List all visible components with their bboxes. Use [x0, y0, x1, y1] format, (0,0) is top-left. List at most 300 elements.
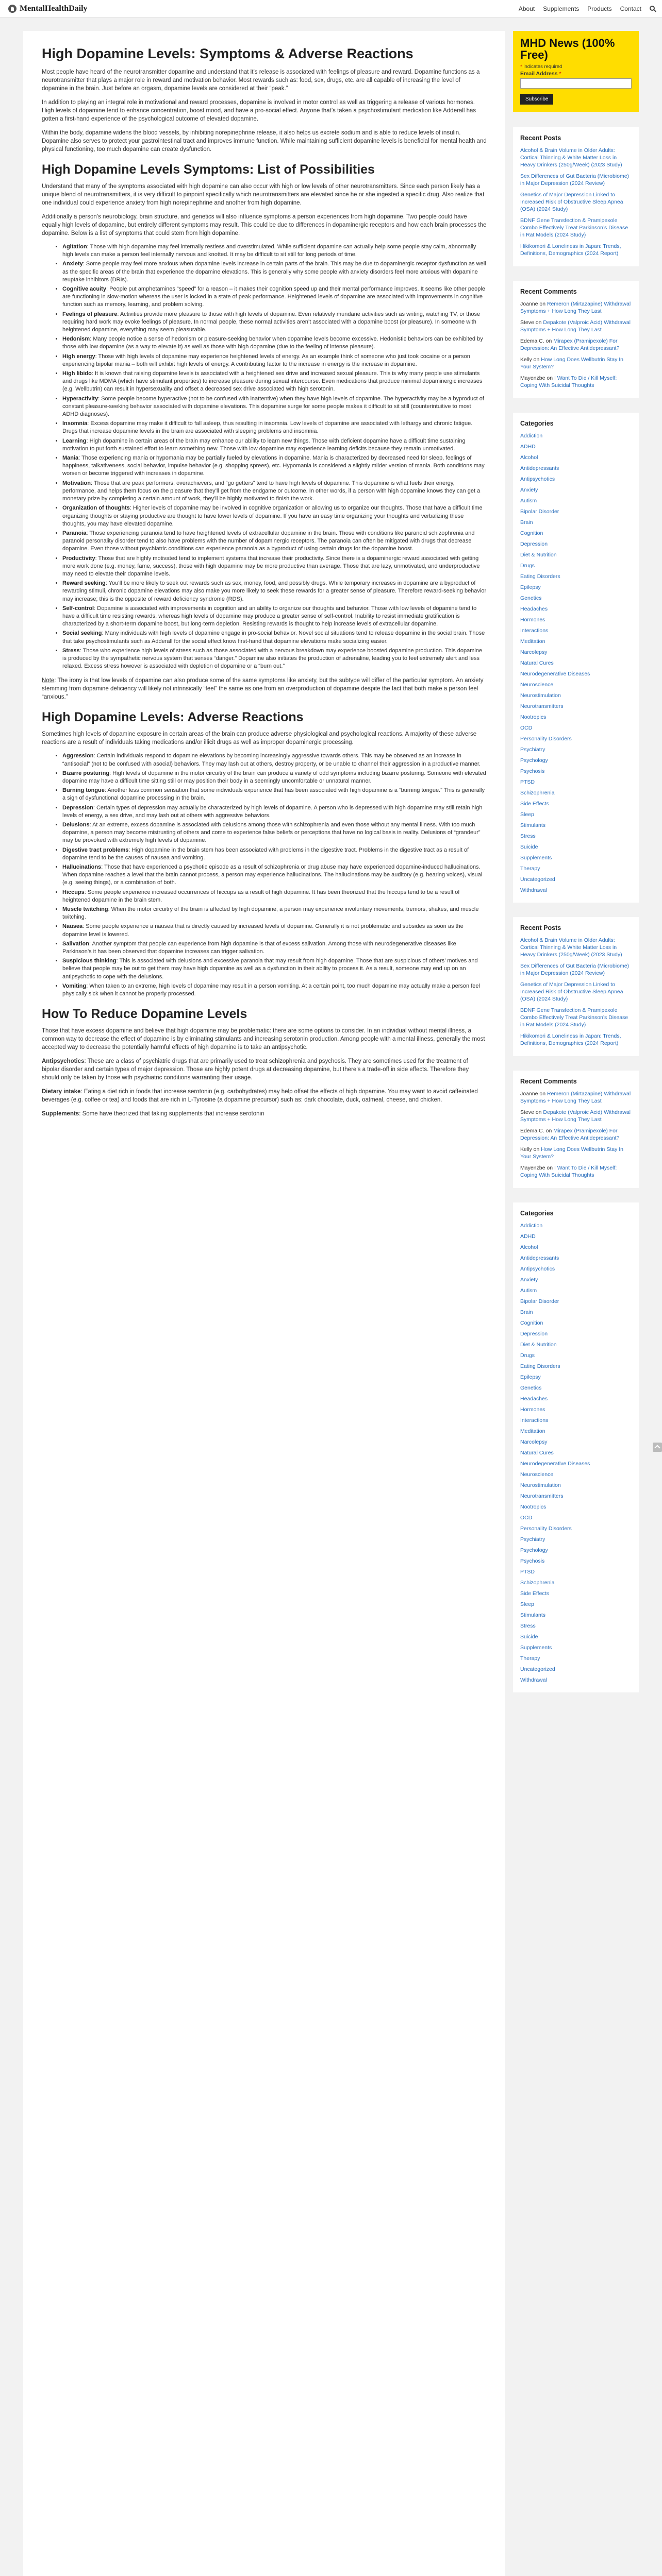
- item-term: Muscle twitching: [62, 906, 108, 913]
- recent-posts-widget-2: [513, 917, 639, 1056]
- category-link[interactable]: ADHD: [520, 443, 536, 450]
- category-link[interactable]: Meditation: [520, 1428, 545, 1434]
- category-link[interactable]: Neuroscience: [520, 681, 554, 688]
- category-link[interactable]: Psychology: [520, 1547, 548, 1553]
- category-link[interactable]: Stimulants: [520, 822, 546, 828]
- nav-supplements[interactable]: Supplements: [543, 5, 580, 12]
- category-item: [520, 605, 632, 613]
- item-term: High energy: [62, 353, 95, 360]
- category-link[interactable]: Genetics: [520, 595, 542, 601]
- category-link[interactable]: Brain: [520, 519, 533, 526]
- item-term: Paranoia: [62, 530, 87, 536]
- recent-post-item: [520, 243, 632, 257]
- category-link[interactable]: Personality Disorders: [520, 1525, 572, 1532]
- item-text: : Some have theorized that taking supplements that increase serotonin: [79, 1111, 264, 1117]
- category-link[interactable]: Depression: [520, 1330, 548, 1337]
- category-link[interactable]: Schizophrenia: [520, 789, 555, 796]
- comment-author: Joanne on: [520, 300, 546, 307]
- category-item: [520, 670, 632, 677]
- top-navigation-bar: [0, 0, 662, 18]
- subscribe-button[interactable]: Subscribe: [520, 94, 553, 105]
- list-item: • Burning tongue: Another less common sensation that some individuals experience that has been associated with high dopamine is a “burning tongue.” This is generally a sign of dysfunctional dopamine processing in the brain.: [62, 787, 487, 802]
- list-item: • Muscle twitching: When the motor circuitry of the brain is affected by high dopamine, a person may experience involuntary movements, tremors, shakes, and muscle twitching.: [62, 906, 487, 921]
- category-link[interactable]: PTSD: [520, 1568, 535, 1575]
- adverse-intro: Sometimes high levels of dopamine exposure in certain areas of the brain can produce adverse physiological and psychological reactions. A majority of these adverse reactions are a result of individuals taking medications and/or illicit drugs as well as improper dopaminergic processing.: [42, 731, 477, 746]
- item-term: Self-control: [62, 605, 94, 612]
- list-item: • Bizarre posturing: High levels of dopamine in the motor circuitry of the brain can produce a variety of odd symptoms including bizarre posturing. Someone with elevated dopamine may have a difficult time sitting still or may position their body in a seemingly uncomfortable or unnatural manner.: [62, 770, 487, 785]
- required-note: * indicates required: [520, 64, 562, 70]
- category-link[interactable]: Sleep: [520, 1601, 534, 1607]
- item-text: Some people become hyperactive (not to be confused with inattentive) when they have high levels of dopamine. The hyperactivity may be a byproduct of constant pleasure-seeking behavior associated with dopamine elevations. This dopamine surge for some people makes it difficult to sit still (counterintuitive to most ADHD diagnoses).: [62, 395, 484, 418]
- list-item: • Insomnia: Excess dopamine may make it difficult to fall asleep, thus resulting in insomnia. Low levels of dopamine are associated with lethargy and chronic fatigue. Drugs that increase dopamine levels in the brain are associated with sleeping problems and insomnia.: [62, 420, 487, 435]
- item-term: Organization of thoughts: [62, 505, 130, 512]
- category-item: [520, 519, 632, 526]
- recent-post-item: [520, 217, 632, 239]
- categories-widget: [513, 413, 639, 903]
- category-link[interactable]: Narcolepsy: [520, 1438, 548, 1445]
- item-term: Vomiting: [62, 982, 87, 989]
- category-item: [520, 1612, 632, 1619]
- recent-comments-title: Recent Comments: [520, 1077, 577, 1085]
- symptoms-list: [62, 243, 487, 670]
- recent-post-link[interactable]: Alcohol & Brain Volume in Older Adults: Cortical Thinning & White Matter Loss in Heavy Drinkers (250g/Week) (2023 Study): [520, 147, 622, 168]
- category-item: [520, 789, 632, 796]
- category-link[interactable]: Diet & Nutrition: [520, 551, 557, 558]
- category-item: [520, 595, 632, 602]
- category-link[interactable]: Autism: [520, 1287, 537, 1294]
- category-item: [520, 1514, 632, 1521]
- comment-post-link[interactable]: How Long Does Wellbutrin Stay In Your System?: [520, 1146, 624, 1160]
- category-link[interactable]: Psychosis: [520, 1557, 545, 1564]
- search-icon[interactable]: [650, 6, 655, 11]
- recent-comment-item: [520, 375, 632, 389]
- category-link[interactable]: Addiction: [520, 432, 543, 439]
- category-link[interactable]: Meditation: [520, 638, 545, 645]
- recent-post-link[interactable]: Hikikomori & Loneliness in Japan: Trends, Definitions, Demographics (2024 Report): [520, 1032, 621, 1046]
- site-name: MentalHealthDaily: [20, 4, 88, 13]
- item-text: At an extreme, excess dopamine is associated with delusions among those with schizophrenia and even those without any mental illness. With too much dopamine, a person may become mistrusting of others and come to experience false beliefs or perceptions that have no logical basis in reality. Delusions of “grandeur” may be provoked with extremely high levels of dopamine.: [62, 821, 481, 844]
- category-link[interactable]: Diet & Nutrition: [520, 1341, 557, 1348]
- recent-posts-list: [520, 937, 632, 1047]
- category-item: [520, 1330, 632, 1337]
- item-text: Another symptom that people can experience from high dopamine is that of excess salivation. Among those with neurodegenerative diseases like Parkinson’s it has been observed that dopamine increases can trigger salivation.: [62, 940, 456, 955]
- category-item: [520, 1319, 632, 1327]
- item-text: Higher levels of dopamine may be involved in cognitive organization or allowing us to organize our thoughts. Those that have a difficult time organizing thoughts or staying productive are thought to have lower levels of dopamine. If you have an easy time organizing your thoughts and verbalizing these thoughts, you may have elevated dopamine.: [62, 505, 483, 527]
- category-link[interactable]: Brain: [520, 1309, 533, 1315]
- recent-posts-widget: [513, 127, 639, 266]
- item-term: Insomnia: [62, 420, 88, 427]
- comment-author: Edema C. on: [520, 337, 552, 344]
- category-item: [520, 1644, 632, 1651]
- category-link[interactable]: Natural Cures: [520, 1449, 554, 1456]
- recent-comments-widget-2: [513, 1071, 639, 1188]
- item-term: Mania: [62, 455, 79, 462]
- intro-paragraph: Most people have heard of the neurotransmitter dopamine and understand that it’s release is associated with feelings of pleasure and reward. Dopamine functions as a neurotransmitter that plays a major role in reward and motivation behavior. Most rewards such as: food, sex, drugs, etc. are all capable of increasing the level of dopamine in the brain. Just before an orgasm, dopamine levels are considered at their “peak.”: [42, 69, 480, 92]
- item-text: This is associated with delusions and excessive paranoia that may result from high dopamine. Those that are suspicious of others’ motives and believe that people may be out to get them may have high dopamine as well as a dysfunction in their ability to process it. As a result, someone may end up on an antipsychotic to cope with the delusions.: [62, 958, 478, 980]
- item-text: Those with high levels of dopamine may experience heightened levels of energy. As an example think of someone who just took cocaine or a person experiencing bipolar mania – both will exhibit high levels of energy. A contributing factor to the increase in energy is the increase in dopamine.: [62, 353, 470, 367]
- comment-post-link[interactable]: Mirapex (Pramipexole) For Depression: An Effective Antidepressant?: [520, 337, 620, 351]
- category-item: [520, 454, 632, 461]
- category-link[interactable]: Headaches: [520, 1395, 548, 1402]
- item-text: Those experiencing mania or hypomania may be partially fueled by elevations in dopamine. Mania is characterized by decreased need for sleep, feelings of happiness, talkativeness, social behavior, impulse behavior (e.g. shopping sprees), etc. Hypomania is considered a slightly milder version of mania. Both conditions may worsen or become triggered with increases in dopamine.: [62, 455, 485, 477]
- comment-post-link[interactable]: How Long Does Wellbutrin Stay In Your System?: [520, 356, 624, 370]
- category-item: [520, 1341, 632, 1348]
- list-item: • Mania: Those experiencing mania or hypomania may be partially fueled by elevations in dopamine. Mania is characterized by decreased need for sleep, feelings of happiness, talkativeness, social behavior, impulse behavior (e.g. shopping sprees), etc. Hypomania is considered a slightly milder version of mania. Both conditions may worsen or become triggered with increases in dopamine.: [62, 454, 487, 478]
- scroll-to-top-button[interactable]: [653, 1443, 662, 1452]
- category-item: [520, 887, 632, 894]
- category-link[interactable]: Side Effects: [520, 1590, 549, 1597]
- category-link[interactable]: Drugs: [520, 1352, 535, 1359]
- comment-post-link[interactable]: Mirapex (Pramipexole) For Depression: An Effective Antidepressant?: [520, 1127, 620, 1141]
- sidebar: [513, 31, 639, 1707]
- category-link[interactable]: Neurodegenerative Diseases: [520, 1460, 590, 1467]
- recent-post-item: [520, 173, 632, 187]
- item-term: High libido: [62, 370, 92, 377]
- recent-posts-title: Recent Posts: [520, 924, 561, 931]
- category-link[interactable]: Addiction: [520, 1222, 543, 1229]
- nav-products[interactable]: Products: [587, 5, 612, 12]
- category-link[interactable]: Stimulants: [520, 1612, 546, 1618]
- list-item: • High energy: Those with high levels of dopamine may experience heightened levels of energy. As an example think of someone who just took cocaine or a person experiencing bipolar mania – both will exhibit high levels of energy. A contributing factor to the increase in energy is the increase in dopamine.: [62, 353, 487, 368]
- list-item: • Cognitive acuity: People put amphetamines “speed” for a reason – it makes their cognition speed up and their mental performance improves. It seems like other people are functioning in slow-motion whereas the user is locked in a state of peak performance. Heightened levels of dopamine are associated with improvements in cognitive function such as memory, learning, and problem solving.: [62, 285, 487, 309]
- list-item: • Hyperactivity: Some people become hyperactive (not to be confused with inattentive) when they have high levels of dopamine. The hyperactivity may be a byproduct of constant pleasure-seeking behavior associated with dopamine elevations. This dopamine surge for some people makes it difficult to sit still (counterintuitive to most ADHD diagnoses).: [62, 395, 487, 419]
- category-link[interactable]: Stress: [520, 1622, 536, 1629]
- recent-comment-item: [520, 319, 632, 333]
- category-link[interactable]: Therapy: [520, 865, 540, 872]
- item-text: High dopamine in certain areas of the brain may enhance our ability to learn new things. Those with deficient dopamine have a difficult time sustaining motivation to put forth sustained effort to learn something new. Those with low dopamine may experience learning deficits because they remain unmotivated.: [62, 437, 466, 452]
- category-link[interactable]: Neurostimulation: [520, 692, 561, 699]
- recent-comment-item: [520, 1109, 632, 1123]
- category-item: [520, 1655, 632, 1662]
- category-link[interactable]: Eating Disorders: [520, 573, 560, 580]
- item-term: Learning: [62, 437, 87, 444]
- recent-post-link[interactable]: Genetics of Major Depression Linked to Increased Risk of Obstructive Sleep Apnea (OSA) (2024 Study): [520, 191, 623, 212]
- item-term: Stress: [62, 647, 80, 654]
- list-item: • Learning: High dopamine in certain areas of the brain may enhance our ability to learn new things. Those with deficient dopamine have a difficult time sustaining motivation to put forth sustained effort to learn something new. Those with low dopamine may experience learning deficits because they remain unmotivated.: [62, 437, 487, 453]
- category-item: [520, 1666, 632, 1673]
- category-link[interactable]: Narcolepsy: [520, 649, 548, 655]
- category-link[interactable]: Autism: [520, 497, 537, 504]
- category-item: [520, 1352, 632, 1359]
- category-item: [520, 573, 632, 580]
- email-field[interactable]: [520, 78, 632, 89]
- recent-post-link[interactable]: BDNF Gene Transfection & Pramipexole Combo Effectively Treat Parkinson’s Disease in Rat Models (2024 Study): [520, 217, 628, 238]
- item-text: Some people may feel more anxious when dopamine levels increase in certain parts of the brain. This may be due to dopaminergic receptor dysfunction as well as the specific areas of the brain that experience the dopamine elevations. This is generally why some people with anxiety disorders feel more anxious with dopamine reuptake inhibitors (DRIs).: [62, 261, 486, 283]
- categories-title: Categories: [520, 1209, 554, 1217]
- category-item: [520, 497, 632, 504]
- category-item: [520, 1449, 632, 1456]
- category-item: [520, 1536, 632, 1543]
- recent-comments-widget: [513, 281, 639, 398]
- category-link[interactable]: Withdrawal: [520, 887, 547, 893]
- category-link[interactable]: Neurotransmitters: [520, 1493, 564, 1499]
- category-item: [520, 1233, 632, 1240]
- category-link[interactable]: Epilepsy: [520, 1374, 541, 1380]
- categories-list: [520, 432, 632, 894]
- list-item: • Motivation: Those that are peak performers, overachievers, and “go getters” tend to have high levels of dopamine. This dopamine is what fuels their energy, performance, and helps them focus on the pleasure that they’ll get from the endgame or outcome. In other words, if a person with high dopamine knows they can get a monetary prize by completing a certain amount of work, they’ll be highly motivated to finish the work.: [62, 480, 487, 503]
- comment-post-link[interactable]: I Want To Die / Kill Myself: Coping With Suicidal Thoughts: [520, 375, 617, 388]
- item-text: High levels of dopamine in the motor circuitry of the brain can produce a variety of odd symptoms including bizarre posturing. Someone with elevated dopamine may have a difficult time sitting still or may position their body in a seemingly uncomfortable or unnatural manner.: [62, 770, 486, 784]
- category-link[interactable]: Interactions: [520, 1417, 549, 1423]
- category-item: [520, 1579, 632, 1586]
- symptoms-intro: [42, 182, 487, 238]
- category-link[interactable]: Neurostimulation: [520, 1482, 561, 1488]
- reduce-item: [42, 1088, 487, 1104]
- list-item: • Hiccups: Some people experience increased occurrences of hiccups as a result of high dopamine. It has been theorized that the hiccups tend to be a result of heightened dopamine in the brain stem.: [62, 889, 487, 904]
- list-item: • Nausea: Some people experience a nausea that is directly caused by increased levels of dopamine. Generally it is not problematic and subsides as soon as the dopamine level is lowered.: [62, 923, 487, 938]
- category-item: [520, 659, 632, 667]
- category-item: [520, 865, 632, 872]
- category-item: [520, 1244, 632, 1251]
- category-link[interactable]: Neuroscience: [520, 1471, 554, 1478]
- category-item: [520, 1276, 632, 1283]
- item-text: Those that are peak performers, overachievers, and “go getters” tend to have high levels of dopamine. This dopamine is what fuels their energy, performance, and helps them focus on the pleasure that they’ll get from the endgame or outcome. In other words, if a person with high dopamine knows they can get a monetary prize by completing a certain amount of work, they’ll be highly motivated to finish the work.: [62, 480, 481, 502]
- recent-post-item: [520, 1007, 632, 1028]
- category-link[interactable]: Schizophrenia: [520, 1579, 555, 1586]
- category-link[interactable]: OCD: [520, 724, 533, 731]
- category-link[interactable]: Interactions: [520, 627, 549, 634]
- category-link[interactable]: Eating Disorders: [520, 1363, 560, 1369]
- category-item: [520, 1590, 632, 1597]
- category-link[interactable]: Nootropics: [520, 714, 547, 720]
- category-item: [520, 627, 632, 634]
- list-item: • Digestive tract problems: High dopamine in the brain stem has been associated with problems in the digestive tract. Problems in the digestive tract as a result of dopamine tend to be the causes of nausea and vomiting.: [62, 846, 487, 862]
- item-term: Nausea: [62, 923, 83, 930]
- item-term: Anxiety: [62, 261, 83, 267]
- item-text: Some people experience a nausea that is directly caused by increased levels of dopamine. Generally it is not problematic and subsides as soon as the dopamine level is lowered.: [62, 923, 464, 938]
- category-item: [520, 562, 632, 569]
- category-item: [520, 1493, 632, 1500]
- category-item: [520, 1222, 632, 1229]
- category-link[interactable]: Psychosis: [520, 768, 545, 774]
- item-text: Those that have experienced a psychotic episode as a result of schizophrenia or drug abuse may have experienced dopamine-induced hallucinations. When dopamine reaches a level that the brain cannot process, a person may experience hallucinations. The hallucinations may be auditory (e.g. hearing voices), visual (e.g. seeing things), or a combination of both.: [62, 864, 483, 886]
- item-term: Digestive tract problems: [62, 846, 129, 853]
- category-link[interactable]: Genetics: [520, 1384, 542, 1391]
- comment-author: Steve on: [520, 1109, 542, 1115]
- intro-paragraph: Within the body, dopamine widens the blood vessels, by inhibiting norepinephrine release, it also helps us excrete sodium and is able to reduce levels of insulin. Dopamine also serves to protect your gastrointestinal tract and improves immune function. While maintaining sufficient dopamine levels is beneficial for mental health and physical functioning, too much dopamine can create dysfunction.: [42, 130, 487, 152]
- category-link[interactable]: Side Effects: [520, 800, 549, 807]
- category-link[interactable]: Alcohol: [520, 454, 538, 461]
- category-link[interactable]: OCD: [520, 1514, 533, 1521]
- category-link[interactable]: Epilepsy: [520, 584, 541, 590]
- category-link[interactable]: Depression: [520, 540, 548, 547]
- category-item: [520, 746, 632, 753]
- item-term: Hiccups: [62, 889, 85, 895]
- category-item: [520, 692, 632, 699]
- category-item: [520, 530, 632, 537]
- category-link[interactable]: Stress: [520, 833, 536, 839]
- category-link[interactable]: Neurodegenerative Diseases: [520, 670, 590, 677]
- comment-post-link[interactable]: Depakote (Valproic Acid) Withdrawal Symptoms + How Long They Last: [520, 1109, 631, 1123]
- item-term: Suspicious thinking: [62, 958, 117, 964]
- category-item: [520, 1384, 632, 1392]
- site-logo[interactable]: [8, 4, 88, 13]
- category-link[interactable]: Headaches: [520, 605, 548, 612]
- category-item: [520, 1557, 632, 1565]
- category-link[interactable]: Therapy: [520, 1655, 540, 1662]
- comment-author: Kelly on: [520, 356, 540, 363]
- category-link[interactable]: Cognition: [520, 530, 543, 536]
- category-link[interactable]: Nootropics: [520, 1503, 547, 1510]
- recent-post-link[interactable]: Genetics of Major Depression Linked to Increased Risk of Obstructive Sleep Apnea (OSA) (2024 Study): [520, 981, 623, 1002]
- item-text: Some people experience increased occurrences of hiccups as a result of high dopamine. It has been theorized that the hiccups tend to be a result of heightened dopamine in the brain stem.: [62, 889, 460, 903]
- comment-post-link[interactable]: Depakote (Valproic Acid) Withdrawal Symptoms + How Long They Last: [520, 319, 631, 333]
- category-link[interactable]: Neurotransmitters: [520, 703, 564, 709]
- list-item: • Organization of thoughts: Higher levels of dopamine may be involved in cognitive organization or allowing us to organize our thoughts. Those that have a difficult time organizing thoughts or staying productive are thought to have lower levels of dopamine. If you have an easy time organizing your thoughts and verbalizing these thoughts, you may have elevated dopamine.: [62, 504, 487, 528]
- item-text: : These are a class of psychiatric drugs that are primarily used to treat schizophrenia and psychosis. They are sometimes used for the treatment of bipolar disorder and certain types of major depression. Those are highly potent drugs at decreasing dopamine, but there’s a trade-off in side effects. Therefore they should only be taken by those with psychiatric conditions warranting their usage.: [42, 1058, 469, 1081]
- category-link[interactable]: Supplements: [520, 1644, 552, 1651]
- main-nav: [519, 5, 655, 12]
- category-link[interactable]: PTSD: [520, 778, 535, 785]
- category-item: [520, 1633, 632, 1640]
- category-link[interactable]: Antidepressants: [520, 1255, 559, 1261]
- category-link[interactable]: Psychology: [520, 757, 548, 764]
- item-text: Excess dopamine may make it difficult to fall asleep, thus resulting in insomnia. Low levels of dopamine are associated with lethargy and chronic fatigue. Drugs that increase dopamine levels in the brain are associated with sleeping problems and insomnia.: [62, 420, 473, 435]
- category-item: [520, 616, 632, 623]
- item-text: Another less common sensation that some individuals experience that has been associated with high dopamine is a “burning tongue.” This is generally a sign of dysfunctional dopamine processing in the brain.: [62, 787, 485, 802]
- category-item: [520, 1460, 632, 1467]
- category-link[interactable]: Psychiatry: [520, 746, 545, 753]
- category-link[interactable]: Cognition: [520, 1319, 543, 1326]
- item-text: : Eating a diet rich in foods that increase serotonin (e.g. carbohydrates) may help offset the effects of high dopamine. You may want to avoid caffeinated beverages (e.g. coffee or tea) and foods that are rich in L-Tyrosine (a dopamine precursor) such as: dark chocolate, duck, oatmeal, cheese, and chicken.: [42, 1089, 478, 1104]
- category-item: [520, 432, 632, 439]
- category-link[interactable]: Uncategorized: [520, 1666, 555, 1672]
- category-item: [520, 833, 632, 840]
- item-term: Delusions: [62, 821, 90, 828]
- nav-about[interactable]: About: [518, 5, 535, 12]
- category-item: [520, 508, 632, 515]
- comment-post-link[interactable]: Remeron (Mirtazapine) Withdrawal Symptoms + How Long They Last: [520, 1090, 631, 1104]
- item-text: You’ll be more likely to seek out rewards such as sex, money, food, and possibly drugs. While temporary increases in dopamine are a byproduct of rewarding stimuli, chronic dopamine elevations may also make you more likely to seek these rewards for a greater sense of pleasure. Therefore reward-seeking behavior may increase; this is the opposite of reward deficiency syndrome (RDS).: [62, 580, 487, 602]
- category-item: [520, 551, 632, 558]
- category-item: [520, 1676, 632, 1684]
- recent-post-link[interactable]: Sex Differences of Gut Bacteria (Microbiome) in Major Depression (2024 Review): [520, 173, 630, 187]
- recent-post-link[interactable]: Hikikomori & Loneliness in Japan: Trends, Definitions, Demographics (2024 Report): [520, 243, 621, 257]
- item-text: Activities provide more pleasure to those with high levels of dopamine. Even relatively mundane activities such as writing, watching TV, or those requiring hard work may evoke feelings of pleasure. In normal people, these normal activities aren’t associated with a dopamine boost (or pleasure). In someone with heightened dopamine, everything may seem pleasurable.: [62, 311, 481, 333]
- item-term: Hyperactivity: [62, 395, 98, 402]
- nav-contact[interactable]: Contact: [620, 5, 641, 12]
- category-item: [520, 811, 632, 818]
- list-item: • Hallucinations: Those that have experienced a psychotic episode as a result of schizophrenia or drug abuse may have experienced dopamine-induced hallucinations. When dopamine reaches a level that the brain cannot process, a person may experience hallucinations. The hallucinations may be auditory (e.g. hearing voices), visual (e.g. seeing things), or a combination of both.: [62, 863, 487, 887]
- category-item: [520, 1482, 632, 1489]
- category-item: [520, 486, 632, 494]
- category-link[interactable]: Natural Cures: [520, 659, 554, 666]
- item-text: Certain individuals respond to dopamine elevations by becoming increasingly aggressive towards others. This may be observed as an increase in “antisocial” (not to be confused with asocial) behaviors. They may lash out at others, destroy property, or be unable to channel their aggression in a productive manner.: [62, 753, 481, 767]
- categories-title: Categories: [520, 419, 554, 427]
- category-link[interactable]: Psychiatry: [520, 1536, 545, 1543]
- category-item: [520, 476, 632, 483]
- comment-author: Steve on: [520, 319, 542, 326]
- list-item: • Agitation: Those with high dopamine may feel internally restless and overstimulated. While sufficient dopamine can actually help some people stay calm, abnormally high levels can make a person feel internally nervous and knotted. It may be difficult to sit still for long periods of time.: [62, 243, 487, 259]
- recent-post-link[interactable]: Sex Differences of Gut Bacteria (Microbiome) in Major Depression (2024 Review): [520, 962, 630, 976]
- list-item: • Suspicious thinking: This is associated with delusions and excessive paranoia that may result from high dopamine. Those that are suspicious of others’ motives and believe that people may be out to get them may have high dopamine as well as a dysfunction in their ability to process it. As a result, someone may end up on an antipsychotic to cope with the delusions.: [62, 957, 487, 981]
- category-item: [520, 735, 632, 742]
- category-item: [520, 714, 632, 721]
- category-item: [520, 1438, 632, 1446]
- category-item: [520, 1363, 632, 1370]
- list-item: • Salivation: Another symptom that people can experience from high dopamine is that of excess salivation. Among those with neurodegenerative diseases like Parkinson’s it has been observed that dopamine increases can trigger salivation.: [62, 940, 487, 956]
- category-item: [520, 1309, 632, 1316]
- item-term: Antipsychotics: [42, 1058, 85, 1065]
- list-item: • Social seeking: Many individuals with high levels of dopamine engage in pro-social behavior. Novel social situations tend to release dopamine in the social brain. Those that take psychostimulants such as Adderall for the social effect know first-hand that dopamine elevations make socializing easier.: [62, 630, 487, 645]
- category-link[interactable]: ADHD: [520, 1233, 536, 1240]
- article-intro: [42, 68, 487, 154]
- category-link[interactable]: Antipsychotics: [520, 1265, 555, 1272]
- list-item: • Vomiting: When taken to an extreme, high levels of dopamine may result in a person vomiting. At a certain point, too much dopamine may actually make a person feel physically sick when it cannot be properly processed.: [62, 982, 487, 998]
- category-link[interactable]: Suicide: [520, 843, 538, 850]
- category-link[interactable]: Uncategorized: [520, 876, 555, 883]
- categories-widget-2: [513, 1202, 639, 1692]
- item-text: When taken to an extreme, high levels of dopamine may result in a person vomiting. At a certain point, too much dopamine may actually make a person feel physically sick when it cannot be properly processed.: [62, 982, 480, 997]
- category-link[interactable]: Alcohol: [520, 1244, 538, 1250]
- category-item: [520, 703, 632, 710]
- recent-post-link[interactable]: BDNF Gene Transfection & Pramipexole Combo Effectively Treat Parkinson’s Disease in Rat Models (2024 Study): [520, 1007, 628, 1028]
- list-item: • Self-control: Dopamine is associated with improvements in cognition and an ability to organize our thoughts and behavior. Those with low levels of dopamine tend to have a difficult time resisting rewards, whereas high levels of dopamine may produce a greater sense of self-control. Inability to resist immediate gratification is characterized by a short-term dopamine boost, but long-term depletion. Resisting rewards is thought to help increase levels of extracellular dopamine.: [62, 605, 487, 629]
- comment-author: Mayenzbe on: [520, 375, 553, 381]
- category-link[interactable]: Sleep: [520, 811, 534, 818]
- recent-post-item: [520, 191, 632, 213]
- recent-comment-item: [520, 1090, 632, 1105]
- category-link[interactable]: Hormones: [520, 1406, 545, 1413]
- item-term: Supplements: [42, 1111, 79, 1117]
- item-term: Dietary intake: [42, 1089, 81, 1095]
- comment-post-link[interactable]: I Want To Die / Kill Myself: Coping With Suicidal Thoughts: [520, 1164, 617, 1178]
- category-link[interactable]: Antidepressants: [520, 465, 559, 471]
- category-item: [520, 1287, 632, 1294]
- item-text: People put amphetamines “speed” for a reason – it makes their cognition speed up and their mental performance improves. It seems like other people are functioning in slow-motion whereas the user is locked in a state of peak performance. Heightened levels of dopamine are associated with improvements in cognitive function such as memory, learning, and problem solving.: [62, 286, 485, 308]
- category-item: [520, 1395, 632, 1402]
- item-text: High dopamine in the brain stem has been associated with problems in the digestive tract. Problems in the digestive tract as a result of dopamine tend to be the causes of nausea and vomiting.: [62, 846, 469, 861]
- item-text: Those who experience high levels of stress such as those associated with a nervous breakdown may experience boosted dopamine production. This dopamine is produced by the sympathetic nervous system that senses “danger.” Dopamine also initiates the production of adrenaline, leading you to feel extremely alert and less relaxed. Excess stress however is associated with depletion of dopamine or a “burn out.”: [62, 647, 483, 670]
- recent-comments-title: Recent Comments: [520, 287, 577, 295]
- adverse-list: [62, 752, 487, 998]
- brain-logo-icon: [8, 5, 16, 13]
- category-item: [520, 681, 632, 688]
- category-link[interactable]: Bipolar Disorder: [520, 508, 559, 515]
- recent-post-item: [520, 981, 632, 1003]
- email-label: Email Address *: [520, 71, 561, 77]
- recent-post-link[interactable]: Alcohol & Brain Volume in Older Adults: Cortical Thinning & White Matter Loss in Heavy Drinkers (250g/Week) (2023 Study): [520, 937, 622, 958]
- category-link[interactable]: Personality Disorders: [520, 735, 572, 742]
- category-link[interactable]: Bipolar Disorder: [520, 1298, 559, 1304]
- list-item: • Stress: Those who experience high levels of stress such as those associated with a nervous breakdown may experience boosted dopamine production. This dopamine is produced by the sympathetic nervous system that senses “danger.” Dopamine also initiates the production of adrenaline, leading you to feel extremely alert and less relaxed. Excess stress however is associated with depletion of dopamine or a “burn out.”: [62, 647, 487, 671]
- item-term: Depression: [62, 804, 93, 811]
- category-link[interactable]: Anxiety: [520, 1276, 538, 1283]
- item-text: Many people notice a sense of hedonism or pleasure-seeking behavior when dopamine levels become excessive. Hedonistic behaviors can be exhibited by those with low dopamine (as a way to elevate it) as well as those with high dopamine (due to the feeling of intense pleasure).: [62, 336, 483, 350]
- category-link[interactable]: Supplements: [520, 854, 552, 861]
- item-term: Feelings of pleasure: [62, 311, 118, 317]
- item-term: Cognitive acuity: [62, 286, 106, 293]
- category-link[interactable]: Hormones: [520, 616, 545, 623]
- recent-post-item: [520, 147, 632, 168]
- list-item: • Paranoia: Those experiencing paranoia tend to have heightened levels of extracellular dopamine in the brain. Those with conditions like paranoid schizophrenia and paranoid personality disorder tend to also have problems with the number of dopaminergic receptors. The paranoia can often be mitigated with drugs that decrease dopamine. Even those without psychiatric conditions can experience paranoia as a byproduct of using certain drugs for the dopamine boost.: [62, 530, 487, 553]
- category-link[interactable]: Anxiety: [520, 486, 538, 493]
- newsletter-box: [513, 31, 639, 112]
- category-item: [520, 1406, 632, 1413]
- list-item: • Anxiety: Some people may feel more anxious when dopamine levels increase in certain parts of the brain. This may be due to dopaminergic receptor dysfunction as well as the specific areas of the brain that experience the dopamine elevations. This is generally why some people with anxiety disorders feel more anxious with dopamine reuptake inhibitors (DRIs).: [62, 260, 487, 284]
- article-title: High Dopamine Levels: Symptoms & Adverse Reactions: [42, 46, 413, 61]
- item-text: It is known that raising dopamine levels is associated with a heightened sex drive and increased sexual pleasure. This is why many people use stimulants and drugs like MDMA (which have stimulant properties) to increase pleasure during sexual intercourse. Even medications that produce minimal dopaminergic increases (e.g. Wellbutrin) can result in hypersexuality and offset a decreased sex drive associated with high serotonin.: [62, 370, 483, 393]
- comment-post-link[interactable]: Remeron (Mirtazapine) Withdrawal Symptoms + How Long They Last: [520, 300, 631, 314]
- category-item: [520, 1265, 632, 1273]
- category-link[interactable]: Antipsychotics: [520, 476, 555, 482]
- category-link[interactable]: Suicide: [520, 1633, 538, 1640]
- article: [23, 31, 505, 2576]
- category-item: [520, 822, 632, 829]
- category-item: [520, 1622, 632, 1630]
- category-link[interactable]: Withdrawal: [520, 1676, 547, 1683]
- category-link[interactable]: Drugs: [520, 562, 535, 569]
